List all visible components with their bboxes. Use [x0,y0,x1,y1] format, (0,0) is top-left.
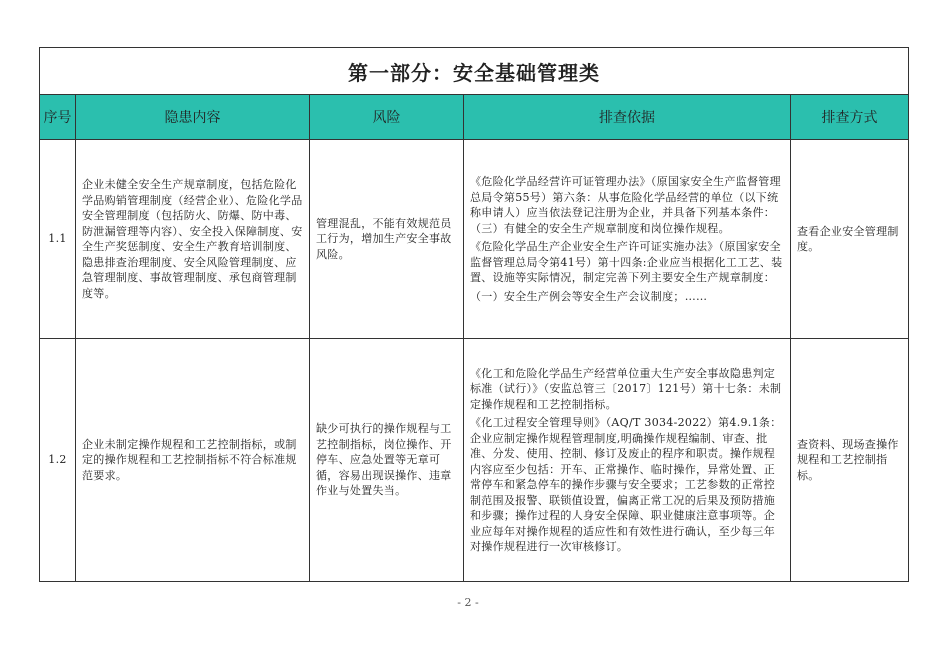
table-row [40,339,909,582]
document-sheet [39,47,908,582]
basis-paragraph: 《化工过程安全管理导则》（AQ/T 3034-2022）第4.9.1条：企业应制定操作规程管理制度,明确操作规程编制、审查、批准、分发、使用、控制、修订及废止的程序和职责。操作规程内容应至少包括：开车、正常操作、临时操作，异常处置、正常停车和紧急停车的操作步骤与安全要求；工艺参数的正常控制范围及报警、联锁值设置，偏离正常工况的后果及预防措施和步骤；操作过程的人身安全保障、职业健康注意事项等。企业应每年对操作规程的适应性和有效性进行确认，至少每三年对操作规程进行一次审核修订。 [470,416,782,553]
table-row [40,140,909,339]
page-title: 第一部分：安全基础管理类 [40,48,909,95]
header-basis: 排查依据 [464,95,791,140]
header-seq: 序号 [40,95,76,140]
row-hazard: 企业未健全安全生产规章制度，包括危险化学品购销管理制度（经营企业）、危险化学品安全管理制度（包括防火、防爆、防中毒、防泄漏管理等内容）、安全投入保障制度、安全生产奖惩制度、安全生产教育培训制度、隐患排查治理制度、安全风险管理制度、应急管理制度、事故管理制度、承包商管理制度等。 [76,140,310,339]
row-method: 查看企业安全管理制度。 [791,140,909,339]
page-number: - 2 - [457,596,479,609]
header-risk: 风险 [310,95,464,140]
header-hazard: 隐患内容 [76,95,310,140]
row-seq: 1.1 [40,140,76,339]
safety-inspection-table [39,47,909,582]
basis-paragraph: 《化工和危险化学品生产经营单位重大生产安全事故隐患判定标准（试行）》（安监总管三〔2017〕121号）第十七条：未制定操作规程和工艺控制指标。 [470,366,782,411]
basis-paragraph: 《危险化学品生产企业安全生产许可证实施办法》（原国家安全监督管理总局令第41号）第十四条:企业应当根据化工工艺、装置、设施等实际情况，制定完善下列主要安全生产规章制度： [470,240,783,284]
basis-paragraph: （一）安全生产例会等安全生产会议制度；…… [470,289,708,303]
basis-paragraph: 《危险化学品经营许可证管理办法》（原国家安全生产监督管理总局令第55号）第六条：从事危险化学品经营的单位（以下统称申请人）应当依法登记注册为企业，并具备下列基本条件：（三）有健全的安全生产规章制度和岗位操作规程。 [470,175,781,235]
row-hazard: 企业未制定操作规程和工艺控制指标，或制定的操作规程和工艺控制指标不符合标准规范要求。 [76,339,310,582]
row-basis [464,140,791,339]
header-method: 排查方式 [791,95,909,140]
row-basis [464,339,791,582]
row-risk: 缺少可执行的操作规程与工艺控制指标，岗位操作、开停车、应急处置等无章可循，容易出现误操作、违章作业与处置失当。 [310,339,464,582]
row-method: 查资料、现场查操作规程和工艺控制指标。 [791,339,909,582]
row-risk: 管理混乱，不能有效规范员工行为，增加生产安全事故风险。 [310,140,464,339]
row-seq: 1.2 [40,339,76,582]
